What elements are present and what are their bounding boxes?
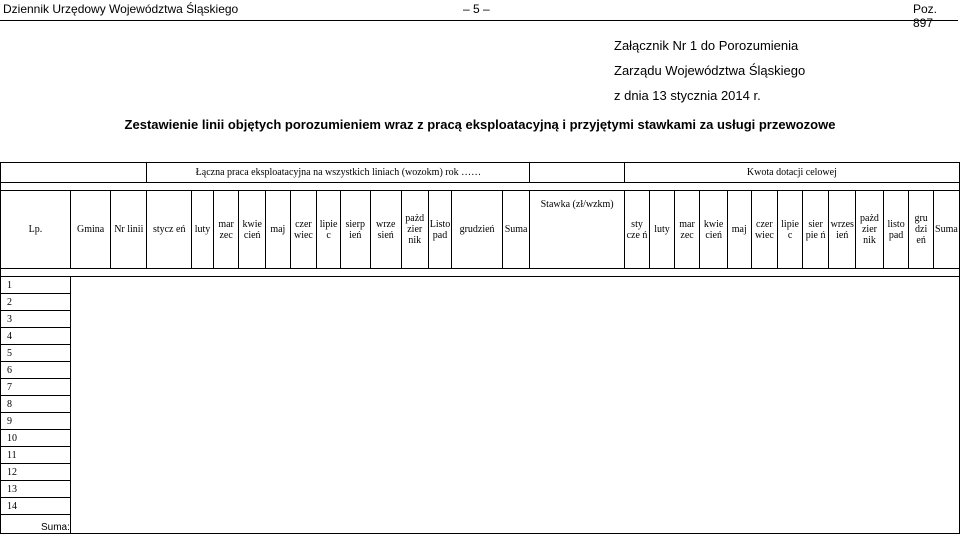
subsidy-month-header: mar zec xyxy=(674,191,700,269)
sum-label: Suma: xyxy=(1,515,71,534)
page-number: – 5 – xyxy=(463,2,490,16)
work-month-header: wrze sień xyxy=(370,191,401,269)
subsidy-month-header: wrzes ień xyxy=(829,191,856,269)
attachment-line3: z dnia 13 stycznia 2014 r. xyxy=(614,88,761,103)
spacer-row xyxy=(1,269,960,277)
spacer-row xyxy=(1,183,960,191)
position-number: Poz. 897 xyxy=(913,2,938,30)
work-month-header: stycz eń xyxy=(147,191,192,269)
row-number: 3 xyxy=(1,311,71,328)
work-month-header: kwie cień xyxy=(239,191,266,269)
blank-cell xyxy=(1,269,960,277)
subsidy-month-header: maj xyxy=(727,191,751,269)
work-month-header: lipie c xyxy=(317,191,341,269)
table-row xyxy=(1,277,960,294)
work-month-header: maj xyxy=(266,191,291,269)
work-month-header: Suma xyxy=(502,191,530,269)
subsidy-month-header: listo pad xyxy=(883,191,909,269)
attachment-line1: Załącznik Nr 1 do Porozumienia xyxy=(614,38,799,53)
subsidy-month-header: sty cze ń xyxy=(624,191,649,269)
table-group-header xyxy=(1,163,960,183)
work-month-header: luty xyxy=(192,191,214,269)
subsidy-month-header: sier pie ń xyxy=(802,191,828,269)
data-area xyxy=(70,277,959,534)
subsidy-month-header: kwie cień xyxy=(700,191,728,269)
work-month-header: mar zec xyxy=(213,191,239,269)
column-header-row xyxy=(1,191,960,269)
row-number: 7 xyxy=(1,379,71,396)
row-number: 2 xyxy=(1,294,71,311)
work-month-header: Listo pad xyxy=(428,191,452,269)
blank-cell xyxy=(530,163,624,183)
settlement-table xyxy=(0,162,960,534)
row-number: 8 xyxy=(1,396,71,413)
subsidy-month-header: pażd zier nik xyxy=(856,191,884,269)
blank-cell xyxy=(1,163,147,183)
row-number: 1 xyxy=(1,277,71,294)
col-line-number: Nr linii xyxy=(111,191,147,269)
work-month-header: sierp ień xyxy=(340,191,370,269)
row-number: 10 xyxy=(1,430,71,447)
work-group-header: Łączna praca eksploatacyjna na wszystkich liniach (wozokm) rok …… xyxy=(147,163,530,183)
row-number: 9 xyxy=(1,413,71,430)
col-rate: Stawka (zł/wzkm) xyxy=(530,191,624,269)
subsidy-group-header: Kwota dotacji celowej xyxy=(624,163,959,183)
attachment-line2: Zarządu Województwa Śląskiego xyxy=(614,63,806,78)
col-lp: Lp. xyxy=(1,191,71,269)
subsidy-month-header: lipie c xyxy=(778,191,803,269)
row-number: 4 xyxy=(1,328,71,345)
journal-title: Dziennik Urzędowy Województwa Śląskiego xyxy=(3,2,239,16)
row-number: 12 xyxy=(1,464,71,481)
work-month-header: pażd zier nik xyxy=(401,191,428,269)
row-number: 5 xyxy=(1,345,71,362)
work-month-header: grudzień xyxy=(452,191,502,269)
row-number: 6 xyxy=(1,362,71,379)
col-gmina: Gmina xyxy=(70,191,110,269)
subsidy-month-header: Suma xyxy=(933,191,959,269)
page-header xyxy=(0,0,958,30)
row-number: 14 xyxy=(1,498,71,515)
subsidy-month-header: luty xyxy=(650,191,675,269)
subsidy-month-header: gru dzi eń xyxy=(909,191,933,269)
document-title: Zestawienie linii objętych porozumieniem wraz z pracą eksploatacyjną i przyjętymi stawkami za usługi przewozowe xyxy=(124,117,836,132)
work-month-header: czer wiec xyxy=(290,191,317,269)
blank-cell xyxy=(1,183,960,191)
row-number: 13 xyxy=(1,481,71,498)
row-number: 11 xyxy=(1,447,71,464)
subsidy-month-header: czer wiec xyxy=(751,191,778,269)
